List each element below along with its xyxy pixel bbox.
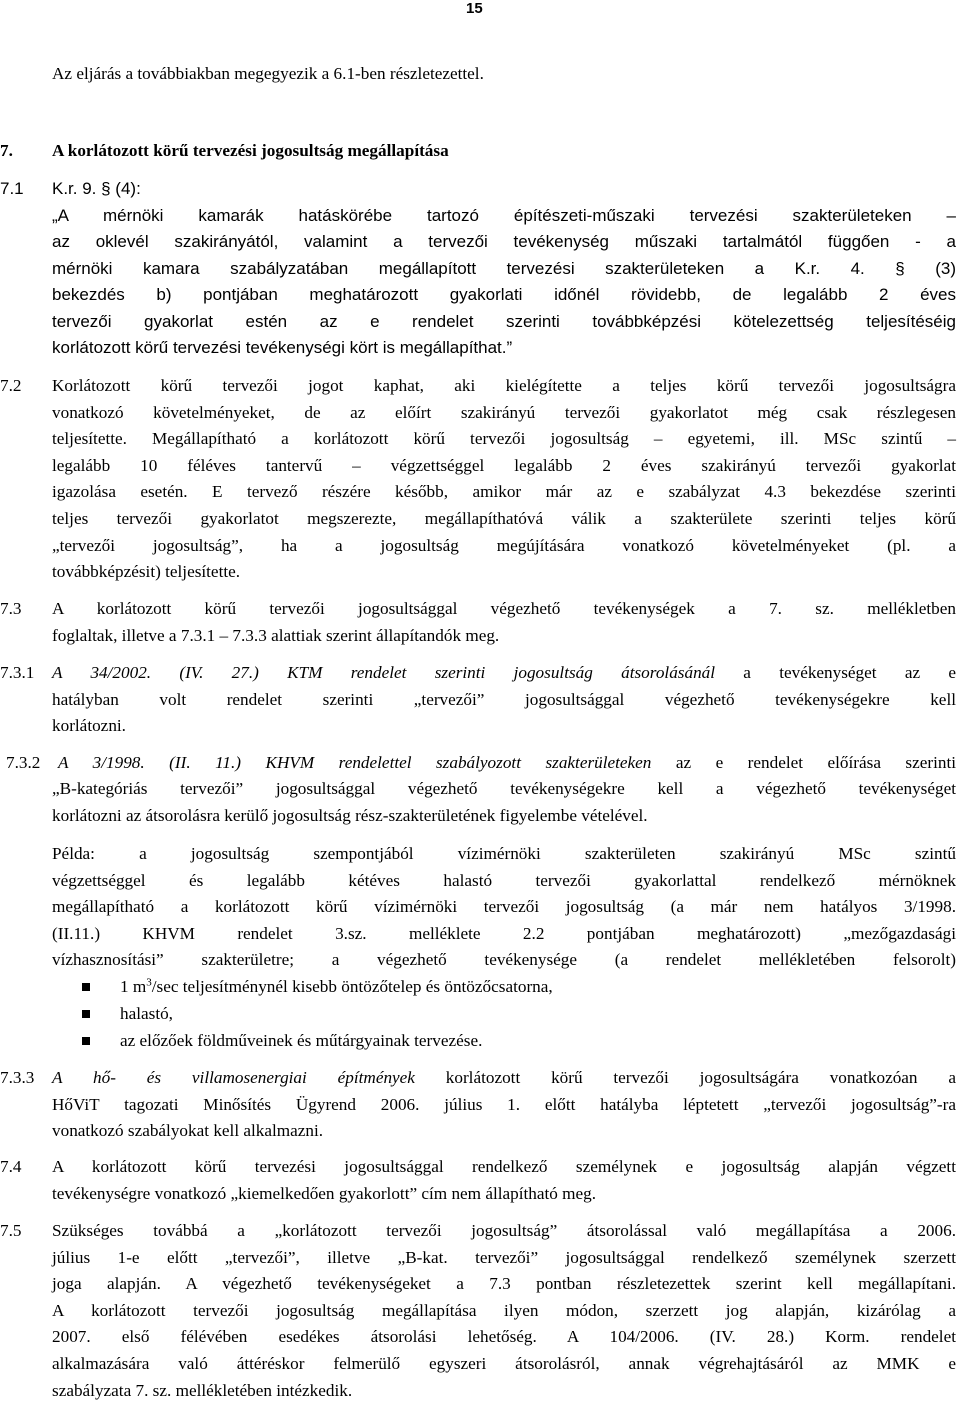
bullet-square-icon <box>82 1010 90 1018</box>
section-7-3-1-text <box>52 660 956 740</box>
text-line: teljesítette. Megállapítható a korlátozott körű tervezői jogosultság – egyetemi, ill. MSc szintű – <box>52 429 956 449</box>
text-line: tevékenységre vonatkozó „kiemelkedően gyakorlott” cím nem állapítható meg. <box>52 1183 597 1203</box>
section-7-3-2-text-cont <box>52 776 956 829</box>
text-line: alkalmazására való áttéréskor felmerülő egyszeri átsorolásról, annak végrehajtásáról az MMK e <box>52 1353 956 1373</box>
section-number: 7.4 <box>0 1157 22 1176</box>
section-number: 7.3.1 <box>0 663 35 682</box>
section-7-3-2-text <box>58 750 956 777</box>
text-line: végzettséggel és legalább kétéves halastó tervezői gyakorlattal rendelkező mérnöknek <box>52 870 956 890</box>
bullet-square-icon <box>82 983 90 991</box>
text-line: HőViT tagozati Minősítés Ügyrend 2006. július 1. előtt hatályba léptetett „tervezői jogosultság”-ra <box>52 1094 956 1114</box>
text-line: igazolása esetén. E tervező részére később, amikor már az e szabályzat 4.3 bekezdése szerinti <box>52 482 956 502</box>
section-7-2-text <box>52 373 956 586</box>
section-7-5-text <box>52 1218 956 1404</box>
text-line: vonatkozó követelményeket, de az előírt szakirányú tervezői gyakorlatot még csak részlegesen <box>52 402 956 422</box>
text-line: foglaltak, illetve a 7.3.1 – 7.3.3 alattiak szerint állapítandók meg. <box>52 625 500 645</box>
section-number: 7.5 <box>0 1221 22 1240</box>
quote-line: bekezdés b) pontjában meghatározott gyakorlati időnél rövidebb, de legalább 2 éves <box>52 285 956 305</box>
section-title: A korlátozott körű tervezési jogosultság megállapítása <box>52 141 449 160</box>
text-line: A korlátozott tervezői jogosultság megállapítása ilyen módon, szerzett jog alapján, kizárólag a <box>52 1300 956 1320</box>
legal-reference: K.r. 9. § (4): <box>52 179 141 198</box>
text-line: szabályzata 7. sz. mellékletében intézkedik. <box>52 1380 353 1400</box>
text-line: július 1-e előtt „tervezői”, illetve „B-kat. tervezői” jogosultsággal rendelkező személynek szerzett <box>52 1247 956 1267</box>
text-line: „tervezői jogosultság”, ha a jogosultság megújítására vonatkozó követelményeket (pl. a <box>52 535 956 555</box>
text-line: Példa: a jogosultság szempontjából vízimérnöki szakterületen szakirányú MSc szintű <box>52 844 956 863</box>
text-line: A korlátozott körű tervezői jogosultsággal végezhető tevékenységek a 7. sz. mellékletben <box>52 599 956 618</box>
text-line: korlátozni. <box>52 716 126 736</box>
text-line: továbbképzésit) teljesítette. <box>52 562 241 582</box>
section-number: 7. <box>0 141 13 160</box>
text-line: Korlátozott körű tervezői jogot kaphat, aki kielégítette a teljes körű tervezői jogosultságra <box>52 376 956 395</box>
quote-line: tervezői gyakorlat estén az e rendelet szerinti továbbképzési kötelezettség teljesítéséig <box>52 311 956 331</box>
text-line: vízhasznosítási” szakterületre; a végezhető tevékenysége (a rendelet mellékletében felsorolt) <box>52 950 956 970</box>
section-7-1-quote <box>52 203 956 361</box>
quote-line: „A mérnöki kamarák hatáskörébe tartozó építészeti-műszaki tervezési szakterületeken – <box>52 206 956 225</box>
section-7-3-3-text <box>52 1065 956 1145</box>
section-7-4-text <box>52 1154 956 1207</box>
superscript: 3 <box>146 976 152 989</box>
text-line: A korlátozott körű tervezési jogosultsággal rendelkező személynek e jogosultság alapján végzett <box>52 1157 956 1176</box>
text-run: az előzőek földműveinek és műtárgyainak tervezése. <box>120 1031 483 1050</box>
section-number: 7.1 <box>0 179 24 198</box>
italic-reference: A 34/2002. (IV. 27.) KTM rendelet szerinti jogosultság átsorolásánál <box>52 663 716 682</box>
bullet-square-icon <box>82 1037 90 1045</box>
text-line: korlátozni az átsorolásra kerülő jogosultság rész-szakterületének figyelembe vételével. <box>52 805 648 825</box>
text-line: vonatkozó szabályokat kell alkalmazni. <box>52 1121 324 1141</box>
text-run: korlátozott körű tervezői jogosultságára vonatkozóan a <box>414 1068 956 1087</box>
text-line: Szükséges továbbá a „korlátozott tervezői jogosultság” átsorolással való megállapítása a 2006. <box>52 1221 956 1240</box>
page-number: 15 <box>466 0 483 17</box>
text-run: az e rendelet előírása szerinti <box>651 753 956 772</box>
section-number: 7.3 <box>0 599 22 618</box>
text-run: a tevékenységet az e <box>715 663 956 682</box>
text-run: /sec teljesítménynél kisebb öntözőtelep és öntözőcsatorna, <box>151 977 553 996</box>
italic-reference: A hő- és villamosenergiai építmények <box>52 1068 415 1087</box>
quote-line: mérnöki kamara szabályzatában megállapított tervezési szakterületeken a K.r. 4. § (3) <box>52 258 956 278</box>
text-run: 1 m <box>120 977 147 996</box>
text-line: 2007. első félévében esedékes átsorolási lehetőség. A 104/2006. (IV. 28.) Korm. rendelet <box>52 1327 956 1347</box>
intro-paragraph: Az eljárás a továbbiakban megegyezik a 6.1-ben részletezettel. <box>52 64 484 83</box>
quote-line: az oklevél szakirányától, valamint a tervezői tevékenység műszaki tartalmától függően - a <box>52 232 956 252</box>
quote-line: korlátozott körű tervezési tevékenységi kört is megállapíthat.” <box>52 338 513 358</box>
text-line: megállapítható a korlátozott körű vízimérnöki tervezői jogosultság (a már nem hatályos 3/1998. <box>52 897 956 917</box>
example-paragraph <box>52 841 956 974</box>
text-run: halastó, <box>120 1004 173 1023</box>
text-line: hatályban volt rendelet szerinti „tervezői” jogosultsággal végezhető tevékenységekre kell <box>52 689 956 709</box>
text-line: (II.11.) KHVM rendelet 3.sz. melléklete 2.2 pontjában meghatározott) „mezőgazdasági <box>52 923 956 943</box>
section-7-3-text <box>52 596 956 649</box>
text-line: „B-kategóriás tervezői” jogosultsággal végezhető tevékenységekre kell a végezhető tevékenységet <box>52 779 956 798</box>
section-number: 7.2 <box>0 376 22 395</box>
text-line: teljes tervezői gyakorlatot megszerezte, megállapíthatóvá válik a szakterülete szerinti teljes körű <box>52 508 956 528</box>
italic-reference: A 3/1998. (II. 11.) KHVM rendelettel szabályozott szakterületeken <box>58 753 652 772</box>
text-line: joga alapján. A végezhető tevékenységeket a 7.3 pontban részletezettek szerint kell megállapítani. <box>52 1274 956 1294</box>
section-number: 7.3.2 <box>6 753 41 772</box>
text-line: legalább 10 féléves tantervű – végzettséggel legalább 2 éves szakirányú tervezői gyakorlat <box>52 455 956 475</box>
section-number: 7.3.3 <box>0 1068 35 1087</box>
